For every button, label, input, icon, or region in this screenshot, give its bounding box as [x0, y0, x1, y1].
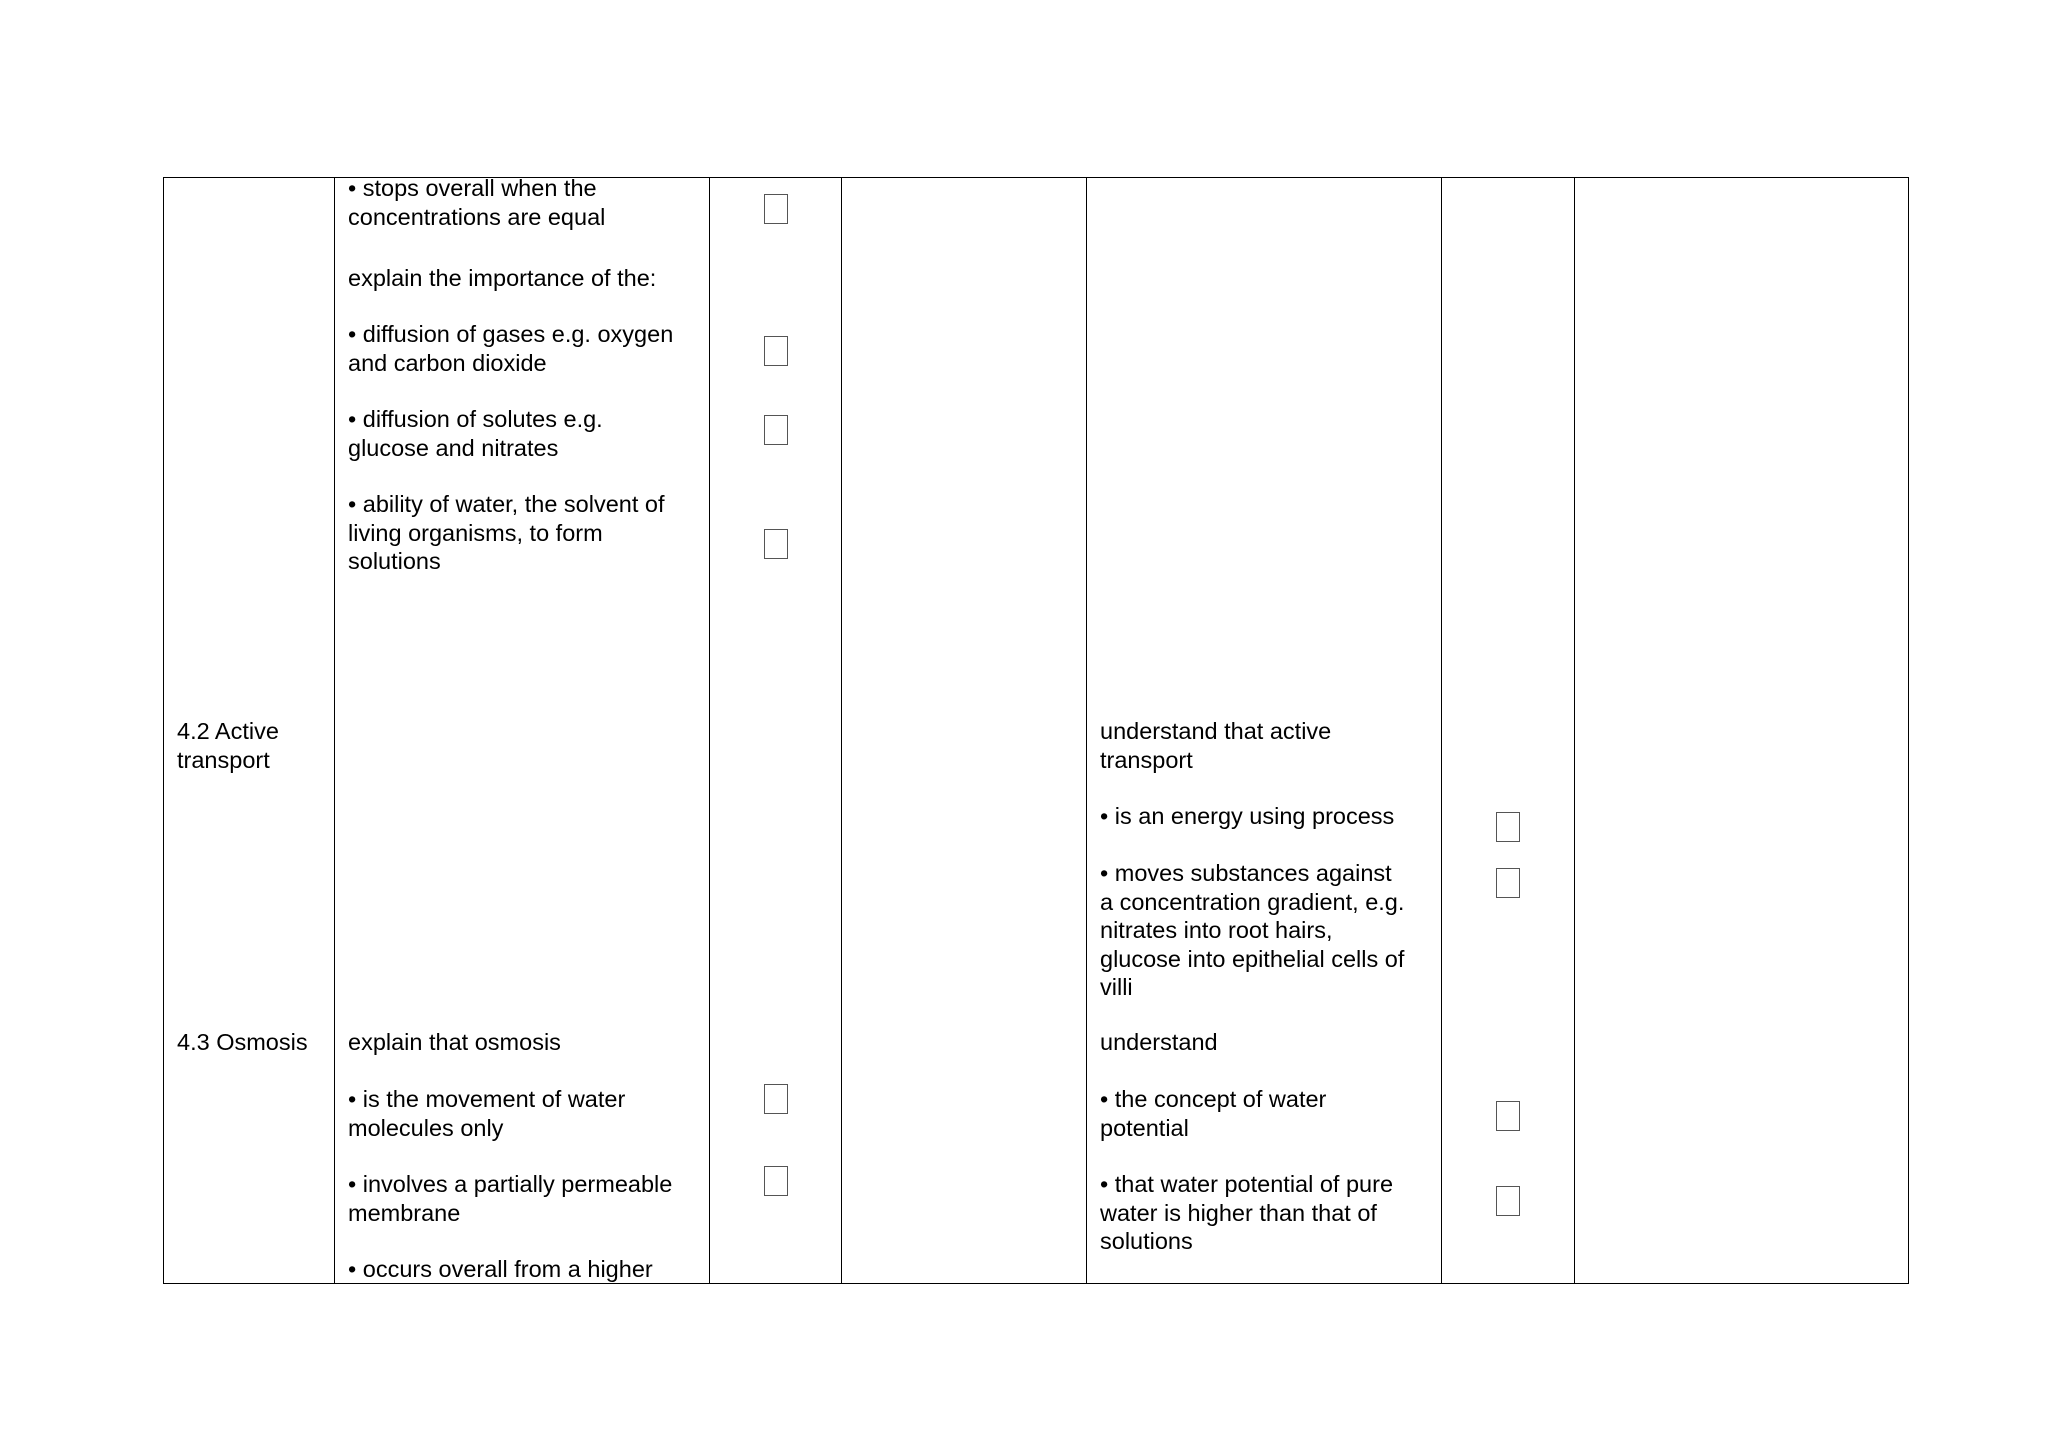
core-diffusion-gases: • diffusion of gases e.g. oxygen and carbon dioxide	[348, 321, 674, 376]
syllabus-table	[163, 177, 1909, 1284]
core-explain-osmosis: explain that osmosis	[348, 1029, 561, 1055]
core-water-solvent: • ability of water, the solvent of living organisms, to form solutions	[348, 491, 665, 574]
checkbox[interactable]	[764, 194, 788, 224]
column-divider	[1441, 178, 1442, 1283]
column-divider	[841, 178, 842, 1283]
supp-water-potential-concept: • the concept of water potential	[1100, 1086, 1327, 1141]
topic-active-transport: 4.2 Active transport	[177, 718, 279, 773]
column-divider	[709, 178, 710, 1283]
supp-understand: understand	[1100, 1029, 1218, 1055]
column-divider	[334, 178, 335, 1283]
checkbox[interactable]	[1496, 1186, 1520, 1216]
checkbox[interactable]	[764, 1084, 788, 1114]
column-divider	[1574, 178, 1575, 1283]
checkbox[interactable]	[1496, 812, 1520, 842]
core-partially-permeable: • involves a partially permeable membrane	[348, 1171, 673, 1226]
supp-pure-water-higher: • that water potential of pure water is higher than that of solutions	[1100, 1171, 1394, 1254]
checkbox[interactable]	[1496, 868, 1520, 898]
core-explain-importance: explain the importance of the:	[348, 265, 657, 291]
checkbox[interactable]	[764, 336, 788, 366]
core-occurs-overall: • occurs overall from a higher	[348, 1256, 653, 1282]
core-stops-overall: • stops overall when the concentrations are equal	[348, 177, 606, 230]
column-divider	[1086, 178, 1087, 1283]
core-diffusion-solutes: • diffusion of solutes e.g. glucose and nitrates	[348, 406, 603, 461]
checkbox[interactable]	[764, 529, 788, 559]
supp-understand-active: understand that active transport	[1100, 718, 1332, 773]
supp-moves-substances: • moves substances against a concentration gradient, e.g. nitrates into root hairs, glucose into epithelial cells of villi	[1100, 860, 1405, 1000]
checkbox[interactable]	[764, 415, 788, 445]
checkbox[interactable]	[1496, 1101, 1520, 1131]
topic-osmosis: 4.3 Osmosis	[177, 1029, 308, 1055]
checkbox[interactable]	[764, 1166, 788, 1196]
supp-energy-using: • is an energy using process	[1100, 803, 1395, 829]
core-water-molecules-only: • is the movement of water molecules only	[348, 1086, 626, 1141]
